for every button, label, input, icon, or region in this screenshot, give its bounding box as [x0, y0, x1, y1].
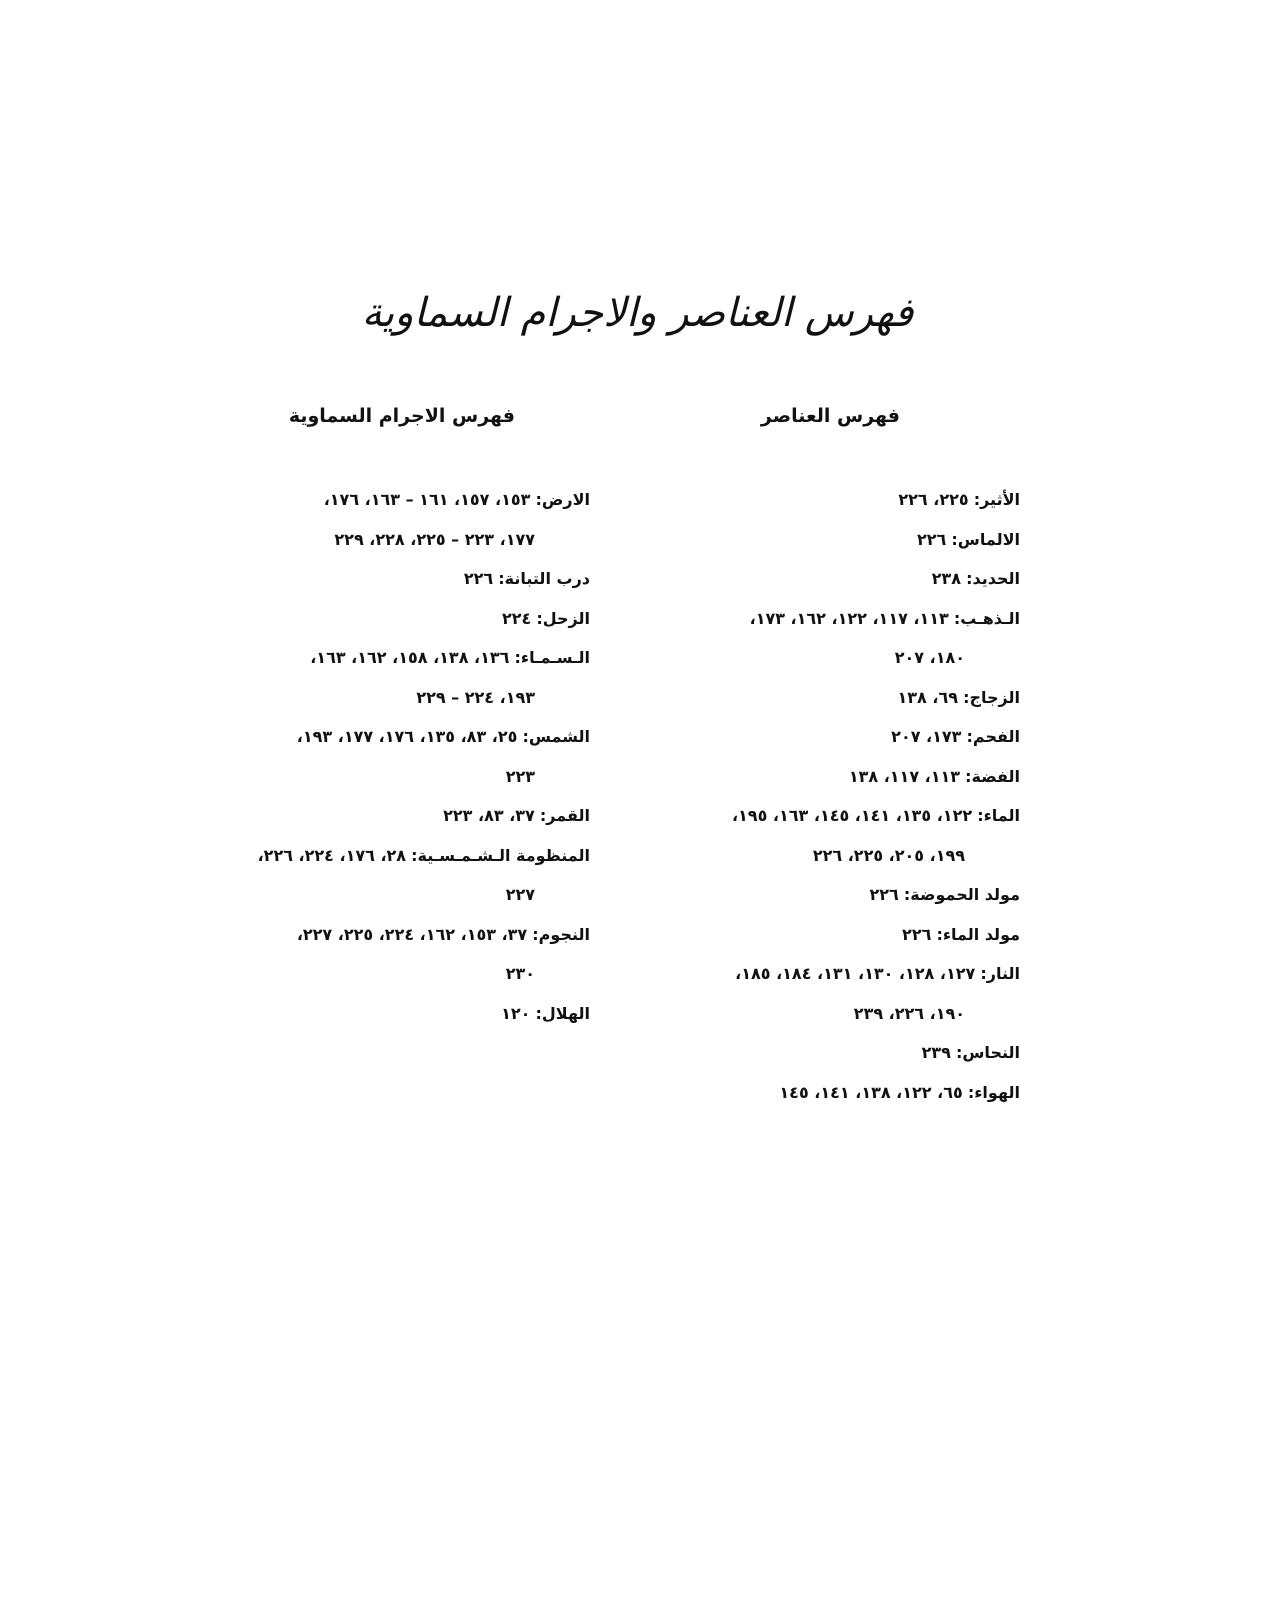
index-entry — [210, 638, 590, 717]
index-pages: ٢٢٤ — [501, 608, 532, 628]
index-term: المنظومة الـشـمـسـية: — [411, 845, 590, 865]
index-entry — [210, 480, 590, 559]
index-pages: ٢٢٦ — [916, 529, 947, 549]
index-term: مولد الماء: — [936, 924, 1020, 944]
index-term: الأثير: — [973, 490, 1020, 509]
index-entry — [210, 796, 590, 836]
index-pages: ١٢٠ — [501, 1003, 531, 1023]
index-term: الالماس: — [951, 529, 1020, 549]
index-pages-continued: ٢٢٧ — [505, 885, 535, 904]
index-term: الماء: — [977, 806, 1020, 825]
index-entry — [620, 875, 1020, 915]
index-pages: ٢٨، ١٧٦، ٢٢٤، ٢٢٦، — [257, 845, 407, 865]
index-pages: ٢٥، ٨٣، ١٣٥، ١٧٦، ١٧٧، ١٩٣، — [296, 727, 518, 746]
index-pages-continued: ١٨٠، ٢٠٧ — [894, 648, 965, 667]
index-entry — [210, 994, 590, 1034]
celestial-bodies-index-heading: فهرس الاجرام السماوية — [288, 405, 515, 427]
index-pages: ٦٥، ١٢٢، ١٣٨، ١٤١، ١٤٥ — [779, 1082, 963, 1102]
index-term: النجوم: — [532, 924, 590, 944]
index-entry — [620, 1073, 1020, 1113]
index-term: الفحم: — [966, 727, 1020, 746]
index-entry — [210, 717, 590, 796]
index-pages: ١١٣، ١١٧، ١٣٨ — [848, 766, 961, 786]
index-term: الارض: — [535, 490, 590, 509]
index-term: مولد الحموضة: — [903, 885, 1020, 904]
index-pages: ١٢٢، ١٣٥، ١٤١، ١٤٥، ١٦٣، ١٩٥، — [731, 806, 973, 825]
index-term: الزجاج: — [963, 687, 1020, 707]
index-entry — [620, 717, 1020, 757]
index-entry — [210, 836, 590, 915]
index-term: درب التبانة: — [498, 569, 590, 588]
index-entry — [620, 678, 1020, 718]
index-entry — [210, 915, 590, 994]
index-term: القمر: — [539, 806, 590, 825]
index-pages: ١٧٣، ٢٠٧ — [891, 727, 962, 746]
index-pages: ١١٣، ١١٧، ١٢٢، ١٦٢، ١٧٣، — [749, 608, 949, 628]
elements-index-list — [620, 480, 1020, 1112]
index-entry — [620, 1033, 1020, 1073]
index-pages: ٦٩، ١٣٨ — [897, 687, 958, 707]
index-entry — [620, 559, 1020, 599]
index-pages: ٢٣٨ — [931, 569, 961, 588]
index-pages: ٣٧، ٨٣، ٢٢٣ — [443, 806, 535, 825]
index-entry — [620, 480, 1020, 520]
elements-index-heading: فهرس العناصر — [760, 405, 900, 427]
index-term: الزحل: — [536, 608, 590, 628]
index-term: الهواء: — [967, 1082, 1020, 1102]
index-term: الشمس: — [522, 727, 590, 746]
index-pages-continued: ١٩٩، ٢٠٥، ٢٢٥، ٢٢٦ — [812, 845, 965, 865]
index-term: الفضة: — [965, 766, 1020, 786]
index-term: النحاس: — [955, 1043, 1020, 1062]
index-term: النار: — [980, 964, 1020, 983]
index-pages-continued: ٢٢٣ — [505, 766, 535, 786]
index-entry — [210, 559, 590, 599]
index-pages-continued: ١٧٧، ٢٢٣ – ٢٢٥، ٢٢٨، ٢٢٩ — [334, 529, 535, 549]
index-pages: ٢٢٦ — [902, 924, 932, 944]
index-pages-continued: ١٩٠، ٢٢٦، ٢٣٩ — [853, 1003, 965, 1023]
celestial-bodies-index-column — [210, 405, 590, 1033]
index-term: الهلال: — [535, 1003, 590, 1023]
index-entry — [620, 757, 1020, 797]
index-pages: ١٢٧، ١٢٨، ١٣٠، ١٣١، ١٨٤، ١٨٥، — [735, 964, 976, 983]
index-entry — [620, 915, 1020, 955]
index-entry — [620, 599, 1020, 678]
index-pages: ٢٢٦ — [463, 569, 494, 588]
index-pages: ١٥٣، ١٥٧، ١٦١ – ١٦٣، ١٧٦، — [323, 490, 531, 509]
page-title: فهرس العناصر والاجرام السماوية — [361, 290, 914, 336]
index-term: الـسـمـاء: — [514, 648, 590, 667]
index-entry — [620, 520, 1020, 560]
index-entry — [620, 954, 1020, 1033]
elements-index-column — [620, 405, 1020, 1112]
index-entry — [210, 599, 590, 639]
index-pages: ٢٢٥، ٢٢٦ — [898, 490, 969, 509]
index-pages: ٢٢٦ — [869, 885, 899, 904]
index-entry — [620, 796, 1020, 875]
index-term: الحديد: — [966, 569, 1020, 588]
index-pages: ٢٣٩ — [921, 1043, 951, 1062]
index-pages: ١٣٦، ١٣٨، ١٥٨، ١٦٢، ١٦٣، — [310, 648, 510, 667]
index-pages: ٣٧، ١٥٣، ١٦٢، ٢٢٤، ٢٢٥، ٢٢٧، — [296, 924, 528, 944]
index-pages-continued: ١٩٣، ٢٢٤ – ٢٢٩ — [416, 687, 535, 707]
index-pages-continued: ٢٣٠ — [505, 964, 535, 983]
index-term: الـذهـب: — [953, 608, 1020, 628]
celestial-bodies-index-list — [210, 480, 590, 1033]
